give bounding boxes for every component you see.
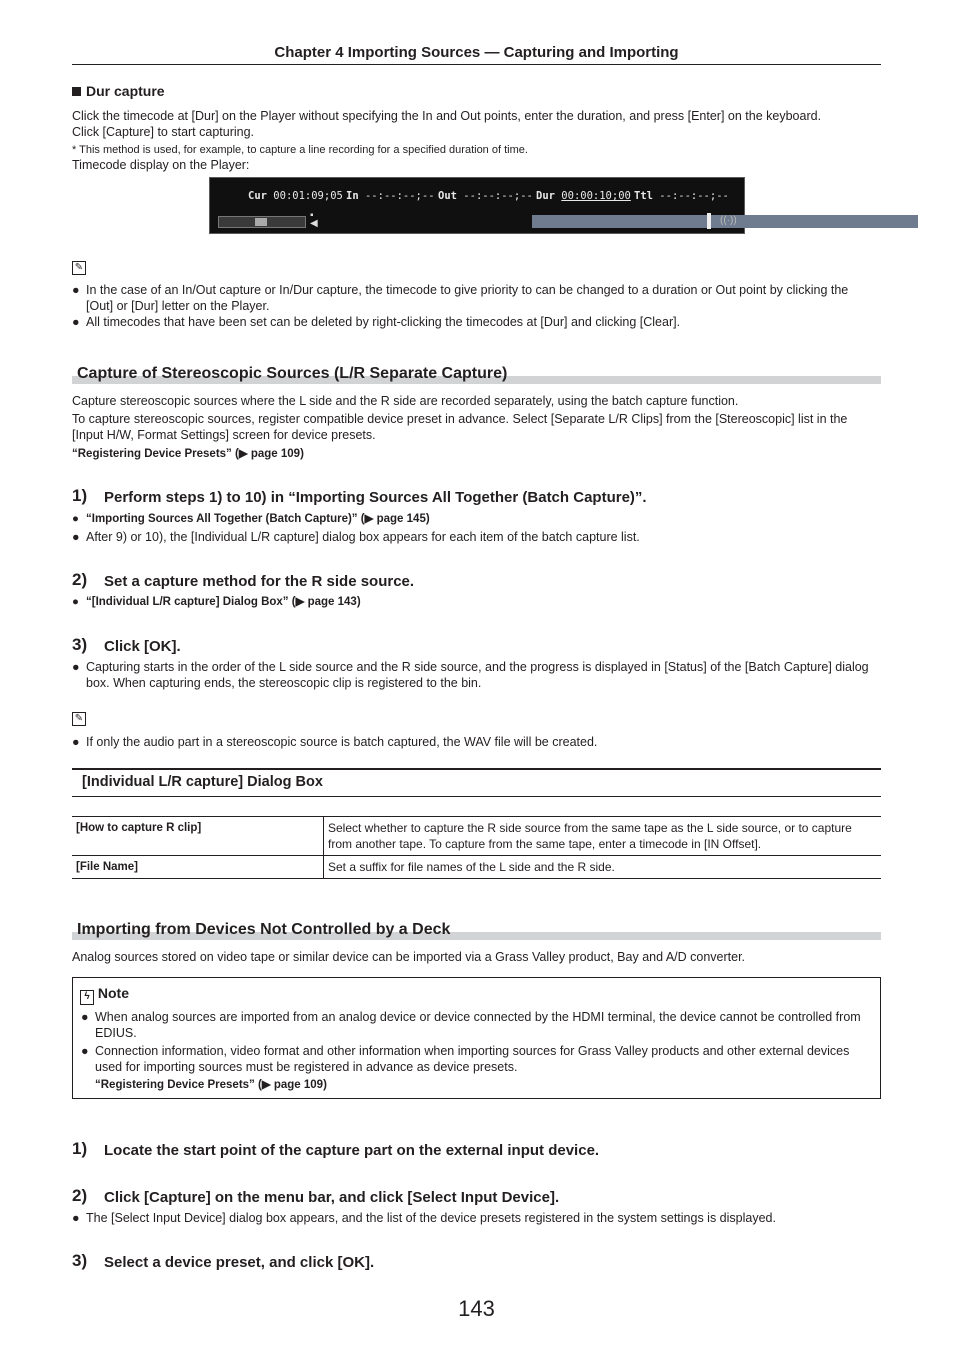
table-row: [72, 856, 881, 879]
dialog-rule-bottom: [72, 796, 881, 797]
in-value: --:--:--;--: [364, 190, 435, 202]
dur-capture-p3: Timecode display on the Player:: [72, 158, 250, 172]
dur-label: Dur: [536, 190, 555, 202]
table-value: Select whether to capture the R side source from the same tape as the L side source, or to capture from another tape. To capture from the same tape, enter a timecode in [IN Offset].: [324, 817, 882, 856]
note-ref-link[interactable]: “Registering Device Presets” (▶ page 109): [95, 1079, 327, 1091]
note-heading: [80, 985, 129, 1005]
step-number: 3): [72, 635, 88, 654]
dialog-rule-top: [72, 768, 881, 770]
ttl-value: --:--:--;--: [659, 190, 729, 202]
step-label: Click [OK].: [104, 638, 181, 655]
stereo-ref-link[interactable]: “Registering Device Presets” (▶ page 109): [72, 448, 304, 460]
cur-value: 00:01:09;05: [273, 190, 343, 202]
stereo-step2-ref: ● “[Individual L/R capture] Dialog Box” (▶ page 143): [72, 594, 872, 610]
dur-capture-heading-text: Dur capture: [86, 83, 165, 99]
out-value: --:--:--;--: [463, 190, 533, 202]
chapter-header: Chapter 4 Importing Sources — Capturing and Importing: [274, 44, 679, 61]
dur-capture-footnote: * This method is used, for example, to capture a line recording for a specified duration of time.: [72, 144, 528, 156]
player-timecode-display: [209, 177, 745, 234]
note-label: Note: [97, 985, 130, 1001]
dialog-title: [Individual L/R capture] Dialog Box: [82, 774, 323, 790]
devices-step2-note: ● The [Select Input Device] dialog box appears, and the list of the device presets registered in the system settings is displayed.: [72, 1210, 872, 1226]
dur-capture-p1: Click the timecode at [Dur] on the Player without specifying the In and Out points, enter the duration, and press [Enter] on the keyboard.: [72, 109, 822, 123]
header-rule: [72, 64, 881, 65]
note-text: The [Select Input Device] dialog box appears, and the list of the device presets registered in the system settings is displayed.: [86, 1211, 776, 1225]
stereo-step1-ref: ● “Importing Sources All Together (Batch Capture)” (▶ page 145): [72, 511, 872, 527]
stereo-p2: To capture stereoscopic sources, register compatible device preset in advance. Select [Separate L/R Clips] from the [Stereoscopic] list in the [Input H/W, Format Settings] screen for device presets.: [72, 412, 848, 442]
out-timecode[interactable]: [438, 190, 533, 202]
scrub-end-handle[interactable]: [707, 213, 711, 229]
dur-capture-heading: [72, 83, 872, 99]
note-item: ● Connection information, video format and other information when importing sources for Grass Valley products and other external devices used for importing sources must be registered in advance as device presets.: [81, 1043, 871, 1075]
tips-icon: ✎: [72, 712, 86, 726]
stereo-step3-note: ● Capturing starts in the order of the L side source and the R side source, and the progress is displayed in [Status] of the [Batch Capture] dialog box. When capturing ends, the stereoscopic clip is registered to the bin.: [72, 659, 872, 691]
tip-text: If only the audio part in a stereoscopic source is batch captured, the WAV file will be created.: [86, 735, 598, 749]
tip-item: ● All timecodes that have been set can be deleted by right-clicking the timecodes at [Dur] and clicking [Clear].: [72, 314, 872, 330]
timecode-row: [210, 184, 744, 208]
dialog-table: [72, 816, 881, 879]
stereo-p1: Capture stereoscopic sources where the L side and the R side are recorded separately, using the batch capture function.: [72, 394, 739, 408]
stereo-step1-note: ● After 9) or 10), the [Individual L/R capture] dialog box appears for each item of the batch capture list.: [72, 529, 872, 545]
tip-text: All timecodes that have been set can be deleted by right-clicking the timecodes at [Dur] and clicking [Clear].: [86, 315, 681, 329]
page-number: 143: [458, 1296, 495, 1321]
ref-link[interactable]: “Importing Sources All Together (Batch Capture)” (▶ page 145): [86, 513, 430, 525]
step-number: 1): [72, 486, 88, 505]
note-text: After 9) or 10), the [Individual L/R capture] dialog box appears for each item of the batch capture list.: [86, 530, 640, 544]
section-devices: [72, 918, 881, 940]
table-value: Set a suffix for file names of the L side and the R side.: [324, 856, 882, 879]
note-item: ● When analog sources are imported from an analog device or device connected by the HDMI terminal, the device cannot be controlled from EDIUS.: [81, 1009, 871, 1041]
square-bullet-icon: [72, 87, 81, 96]
cur-label: Cur: [248, 190, 267, 202]
note-text: When analog sources are imported from an analog device or device connected by the HDMI terminal, the device cannot be controlled from EDIUS.: [95, 1010, 861, 1040]
dur-value: 00:00:10;00: [561, 190, 631, 202]
table-key: [File Name]: [72, 856, 324, 879]
step-label: Click [Capture] on the menu bar, and click [Select Input Device].: [104, 1189, 560, 1206]
tip-item: ● If only the audio part in a stereoscopic source is batch captured, the WAV file will be created.: [72, 734, 872, 750]
section-title: Importing from Devices Not Controlled by a Deck: [77, 921, 451, 938]
step-number: 2): [72, 570, 88, 589]
ttl-label: Ttl: [634, 190, 653, 202]
tip-item: ● In the case of an In/Out capture or In/Dur capture, the timecode to give priority to can be changed to a duration or Out point by clicking the [Out] or [Dur] letter on the Player.: [72, 282, 872, 314]
table-row: [72, 817, 881, 856]
step-label: Perform steps 1) to 10) in “Importing Sources All Together (Batch Capture)”.: [104, 489, 647, 506]
step-label: Set a capture method for the R side source.: [104, 573, 415, 590]
step-number: 3): [72, 1251, 88, 1270]
out-label: Out: [438, 190, 457, 202]
ref-link[interactable]: “[Individual L/R capture] Dialog Box” (▶ page 143): [86, 596, 361, 608]
dur-capture-p2: Click [Capture] to start capturing.: [72, 125, 255, 139]
loop-icon[interactable]: ((·)): [720, 215, 737, 226]
note-icon: ϟ: [80, 990, 94, 1005]
note-box: [72, 977, 881, 1099]
tip-text: In the case of an In/Out capture or In/Dur capture, the timecode to give priority to can be changed to a duration or Out point by clicking the [Out] or [Dur] letter on the Player.: [86, 283, 849, 313]
jog-slider[interactable]: [218, 216, 306, 228]
in-timecode[interactable]: [346, 190, 435, 202]
devices-p1: Analog sources stored on video tape or similar device can be imported via a Grass Valley product, Bay and A/D converter.: [72, 950, 746, 964]
step-label: Select a device preset, and click [OK].: [104, 1254, 375, 1271]
in-marker-icon: ▪ ◀: [310, 210, 318, 229]
dur-timecode[interactable]: [536, 190, 631, 202]
jog-handle[interactable]: [255, 218, 267, 226]
step-number: 2): [72, 1186, 88, 1205]
note-text: Capturing starts in the order of the L side source and the R side source, and the progress is displayed in [Status] of the [Batch Capture] dialog box. When capturing ends, the stereoscopic clip is registered to the bin.: [86, 660, 869, 690]
in-label: In: [346, 190, 359, 202]
section-title: Capture of Stereoscopic Sources (L/R Separate Capture): [77, 365, 508, 382]
section-stereo: [72, 362, 881, 384]
table-key: [How to capture R clip]: [72, 817, 324, 856]
ttl-timecode[interactable]: [634, 190, 729, 202]
note-text: Connection information, video format and other information when importing sources for Grass Valley products and other external devices used for importing sources must be registered in advance as device presets.: [95, 1044, 850, 1074]
cur-timecode[interactable]: [248, 190, 343, 202]
step-label: Locate the start point of the capture part on the external input device.: [104, 1142, 600, 1159]
tips-icon: ✎: [72, 261, 86, 275]
step-number: 1): [72, 1139, 88, 1158]
